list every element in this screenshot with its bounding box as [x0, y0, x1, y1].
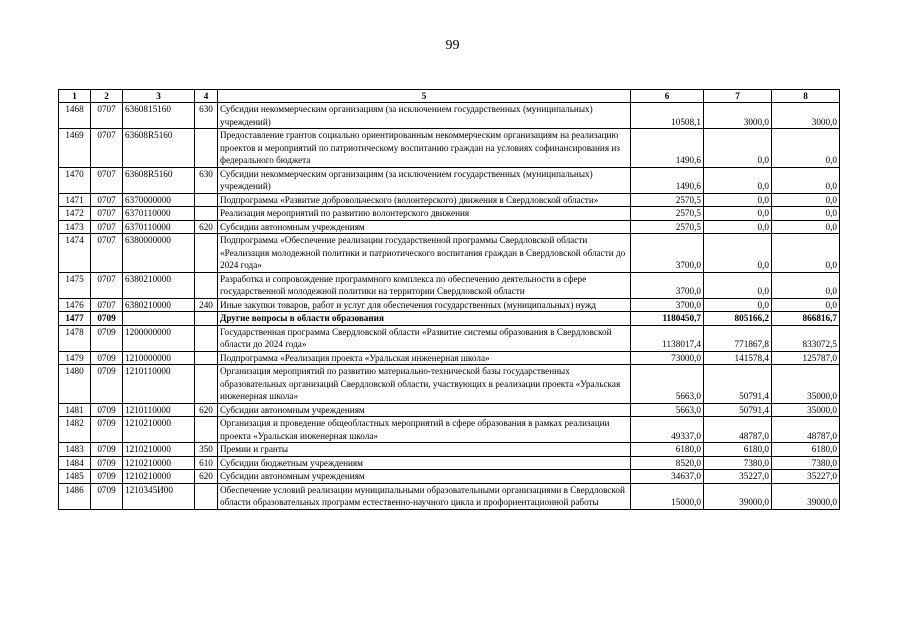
row-number: 1486: [59, 483, 91, 509]
row-number: 1482: [59, 417, 91, 443]
table-body: [59, 103, 840, 510]
table-row: [59, 193, 840, 207]
section-code: 0707: [91, 234, 123, 273]
target-code: 1210110000: [123, 403, 195, 417]
amount-col-8: 0,0: [772, 220, 840, 234]
target-code: 1210210000: [123, 470, 195, 484]
table-row: [59, 234, 840, 273]
row-number: 1476: [59, 298, 91, 312]
header-row: [59, 90, 840, 103]
table-row: [59, 103, 840, 129]
amount-col-8: 866816,7: [772, 312, 840, 326]
expense-type-code: 620: [195, 403, 218, 417]
col-header-4: 4: [195, 90, 218, 103]
table-row: [59, 351, 840, 365]
row-number: 1472: [59, 207, 91, 221]
section-code: 0709: [91, 483, 123, 509]
expense-type-code: 350: [195, 443, 218, 457]
item-name: Подпрограмма «Развитие добровольческого (волонтерского) движения в Свердловской области»: [218, 193, 631, 207]
section-code: 0709: [91, 325, 123, 351]
amount-col-8: 0,0: [772, 129, 840, 168]
row-number: 1485: [59, 470, 91, 484]
target-code: 63608R5160: [123, 129, 195, 168]
table-row: [59, 456, 840, 470]
expense-type-code: [195, 129, 218, 168]
item-name: Другие вопросы в области образования: [218, 312, 631, 326]
page-number: 99: [445, 38, 460, 53]
target-code: 6380210000: [123, 272, 195, 298]
row-number: 1480: [59, 365, 91, 404]
table-header: [59, 90, 840, 103]
amount-col-8: 0,0: [772, 207, 840, 221]
target-code: 1210210000: [123, 456, 195, 470]
amount-col-7: 0,0: [704, 207, 772, 221]
amount-col-7: 771867,8: [704, 325, 772, 351]
table-row: [59, 443, 840, 457]
section-code: 0707: [91, 167, 123, 193]
item-name: Премии и гранты: [218, 443, 631, 457]
item-name: Реализация мероприятий по развитию волонтерского движения: [218, 207, 631, 221]
amount-col-6: 1490,6: [631, 167, 704, 193]
amount-col-6: 15000,0: [631, 483, 704, 509]
item-name: Субсидии автономным учреждениям: [218, 220, 631, 234]
target-code: 1210210000: [123, 417, 195, 443]
amount-col-7: 7380,0: [704, 456, 772, 470]
amount-col-6: 34637,0: [631, 470, 704, 484]
target-code: 63608R5160: [123, 167, 195, 193]
expense-type-code: [195, 234, 218, 273]
row-number: 1479: [59, 351, 91, 365]
amount-col-7: 48787,0: [704, 417, 772, 443]
section-code: 0707: [91, 207, 123, 221]
amount-col-8: 125787,0: [772, 351, 840, 365]
amount-col-6: 3700,0: [631, 272, 704, 298]
amount-col-6: 2570,5: [631, 193, 704, 207]
target-code: 1210210000: [123, 443, 195, 457]
amount-col-8: 3000,0: [772, 103, 840, 129]
amount-col-7: 50791,4: [704, 403, 772, 417]
col-header-6: 6: [631, 90, 704, 103]
section-code: 0709: [91, 456, 123, 470]
amount-col-8: 35000,0: [772, 365, 840, 404]
section-code: 0709: [91, 470, 123, 484]
row-number: 1474: [59, 234, 91, 273]
target-code: 6380000000: [123, 234, 195, 273]
amount-col-7: 0,0: [704, 129, 772, 168]
amount-col-7: 50791,4: [704, 365, 772, 404]
item-name: Обеспечение условий реализации муниципальными образовательными организациями в Свердловской области образовательных программ естественно-научного цикла и профориентационной работы: [218, 483, 631, 509]
expense-type-code: [195, 417, 218, 443]
target-code: 1200000000: [123, 325, 195, 351]
amount-col-8: 0,0: [772, 298, 840, 312]
section-code: 0707: [91, 298, 123, 312]
item-name: Субсидии автономным учреждениям: [218, 403, 631, 417]
row-number: 1471: [59, 193, 91, 207]
table-row: [59, 417, 840, 443]
row-number: 1469: [59, 129, 91, 168]
amount-col-7: 141578,4: [704, 351, 772, 365]
amount-col-6: 1490,6: [631, 129, 704, 168]
amount-col-8: 7380,0: [772, 456, 840, 470]
amount-col-6: 49337,0: [631, 417, 704, 443]
budget-table: [58, 89, 840, 510]
amount-col-6: 2570,5: [631, 220, 704, 234]
table-row: [59, 207, 840, 221]
target-code: 1210110000: [123, 365, 195, 404]
expense-type-code: [195, 483, 218, 509]
expense-type-code: [195, 312, 218, 326]
section-code: 0707: [91, 193, 123, 207]
amount-col-8: 0,0: [772, 234, 840, 273]
table-row: [59, 272, 840, 298]
amount-col-8: 0,0: [772, 167, 840, 193]
expense-type-code: [195, 193, 218, 207]
amount-col-7: 0,0: [704, 193, 772, 207]
amount-col-7: 35227,0: [704, 470, 772, 484]
section-code: 0707: [91, 220, 123, 234]
item-name: Субсидии некоммерческим организациям (за исключением государственных (муниципальных) учреждений): [218, 103, 631, 129]
target-code: 6370000000: [123, 193, 195, 207]
item-name: Организация и проведение общеобластных мероприятий в сфере образования в рамках реализации проекта «Уральская инженерная школа»: [218, 417, 631, 443]
table-row: [59, 365, 840, 404]
expense-type-code: [195, 325, 218, 351]
expense-type-code: [195, 272, 218, 298]
target-code: 6370110000: [123, 207, 195, 221]
amount-col-6: 8520,0: [631, 456, 704, 470]
amount-col-8: 0,0: [772, 272, 840, 298]
target-code: 6380210000: [123, 298, 195, 312]
expense-type-code: 240: [195, 298, 218, 312]
section-code: 0709: [91, 403, 123, 417]
row-number: 1477: [59, 312, 91, 326]
amount-col-8: 48787,0: [772, 417, 840, 443]
amount-col-8: 39000,0: [772, 483, 840, 509]
col-header-3: 3: [123, 90, 195, 103]
amount-col-7: 0,0: [704, 298, 772, 312]
col-header-5: 5: [218, 90, 631, 103]
amount-col-8: 35227,0: [772, 470, 840, 484]
row-number: 1468: [59, 103, 91, 129]
item-name: Субсидии автономным учреждениям: [218, 470, 631, 484]
amount-col-8: 6180,0: [772, 443, 840, 457]
amount-col-6: 73000,0: [631, 351, 704, 365]
table-row: [59, 167, 840, 193]
amount-col-7: 6180,0: [704, 443, 772, 457]
item-name: Подпрограмма «Обеспечение реализации государственной программы Свердловской области «Реализация молодежной политики и патриотического воспитания граждан в Свердловской области до 2024 года»: [218, 234, 631, 273]
target-code: 1210345И00: [123, 483, 195, 509]
expense-type-code: 610: [195, 456, 218, 470]
expense-type-code: [195, 351, 218, 365]
expense-type-code: 630: [195, 167, 218, 193]
target-code: 6360815160: [123, 103, 195, 129]
item-name: Иные закупки товаров, работ и услуг для обеспечения государственных (муниципальных) нужд: [218, 298, 631, 312]
amount-col-6: 5663,0: [631, 365, 704, 404]
amount-col-7: 39000,0: [704, 483, 772, 509]
row-number: 1481: [59, 403, 91, 417]
amount-col-6: 3700,0: [631, 234, 704, 273]
amount-col-8: 0,0: [772, 193, 840, 207]
section-code: 0709: [91, 365, 123, 404]
expense-type-code: 620: [195, 470, 218, 484]
section-code: 0709: [91, 351, 123, 365]
expense-type-code: [195, 365, 218, 404]
col-header-1: 1: [59, 90, 91, 103]
item-name: Подпрограмма «Реализация проекта «Уральская инженерная школа»: [218, 351, 631, 365]
table-row: [59, 298, 840, 312]
amount-col-6: 3700,0: [631, 298, 704, 312]
amount-col-7: 0,0: [704, 167, 772, 193]
amount-col-6: 5663,0: [631, 403, 704, 417]
row-number: 1470: [59, 167, 91, 193]
amount-col-6: 10508,1: [631, 103, 704, 129]
table-row: [59, 220, 840, 234]
item-name: Субсидии бюджетным учреждениям: [218, 456, 631, 470]
expense-type-code: 630: [195, 103, 218, 129]
amount-col-6: 6180,0: [631, 443, 704, 457]
amount-col-7: 0,0: [704, 220, 772, 234]
section-code: 0709: [91, 417, 123, 443]
amount-col-7: 3000,0: [704, 103, 772, 129]
section-code: 0707: [91, 129, 123, 168]
amount-col-6: 2570,5: [631, 207, 704, 221]
amount-col-8: 833072,5: [772, 325, 840, 351]
target-code: 1210000000: [123, 351, 195, 365]
target-code: 6370110000: [123, 220, 195, 234]
table-row: [59, 483, 840, 509]
col-header-2: 2: [91, 90, 123, 103]
table-row: [59, 325, 840, 351]
item-name: Государственная программа Свердловской области «Развитие системы образования в Свердловской области до 2024 года»: [218, 325, 631, 351]
table-row: [59, 312, 840, 326]
row-number: 1484: [59, 456, 91, 470]
target-code: [123, 312, 195, 326]
amount-col-7: 805166,2: [704, 312, 772, 326]
amount-col-7: 0,0: [704, 272, 772, 298]
amount-col-6: 1138017,4: [631, 325, 704, 351]
amount-col-6: 1180450,7: [631, 312, 704, 326]
item-name: Разработка и сопровождение программного комплекса по обеспечению деятельности в сфере государственной молодежной политики на территории Свердловской области: [218, 272, 631, 298]
item-name: Субсидии некоммерческим организациям (за исключением государственных (муниципальных) учреждений): [218, 167, 631, 193]
row-number: 1475: [59, 272, 91, 298]
row-number: 1478: [59, 325, 91, 351]
table-row: [59, 129, 840, 168]
item-name: Организация мероприятий по развитию материально-технической базы государственных образовательных организаций Свердловской области, участвующих в реализации проекта «Уральская инженерная школа»: [218, 365, 631, 404]
col-header-8: 8: [772, 90, 840, 103]
row-number: 1473: [59, 220, 91, 234]
section-code: 0707: [91, 103, 123, 129]
section-code: 0707: [91, 272, 123, 298]
table-row: [59, 403, 840, 417]
amount-col-7: 0,0: [704, 234, 772, 273]
amount-col-8: 35000,0: [772, 403, 840, 417]
col-header-7: 7: [704, 90, 772, 103]
section-code: 0709: [91, 443, 123, 457]
table-row: [59, 470, 840, 484]
row-number: 1483: [59, 443, 91, 457]
expense-type-code: [195, 207, 218, 221]
section-code: 0709: [91, 312, 123, 326]
expense-type-code: 620: [195, 220, 218, 234]
item-name: Предоставление грантов социально ориентированным некоммерческим организациям на реализацию проектов и мероприятий по патриотическому воспитанию граждан на условиях софинансирования из федерального бюджета: [218, 129, 631, 168]
